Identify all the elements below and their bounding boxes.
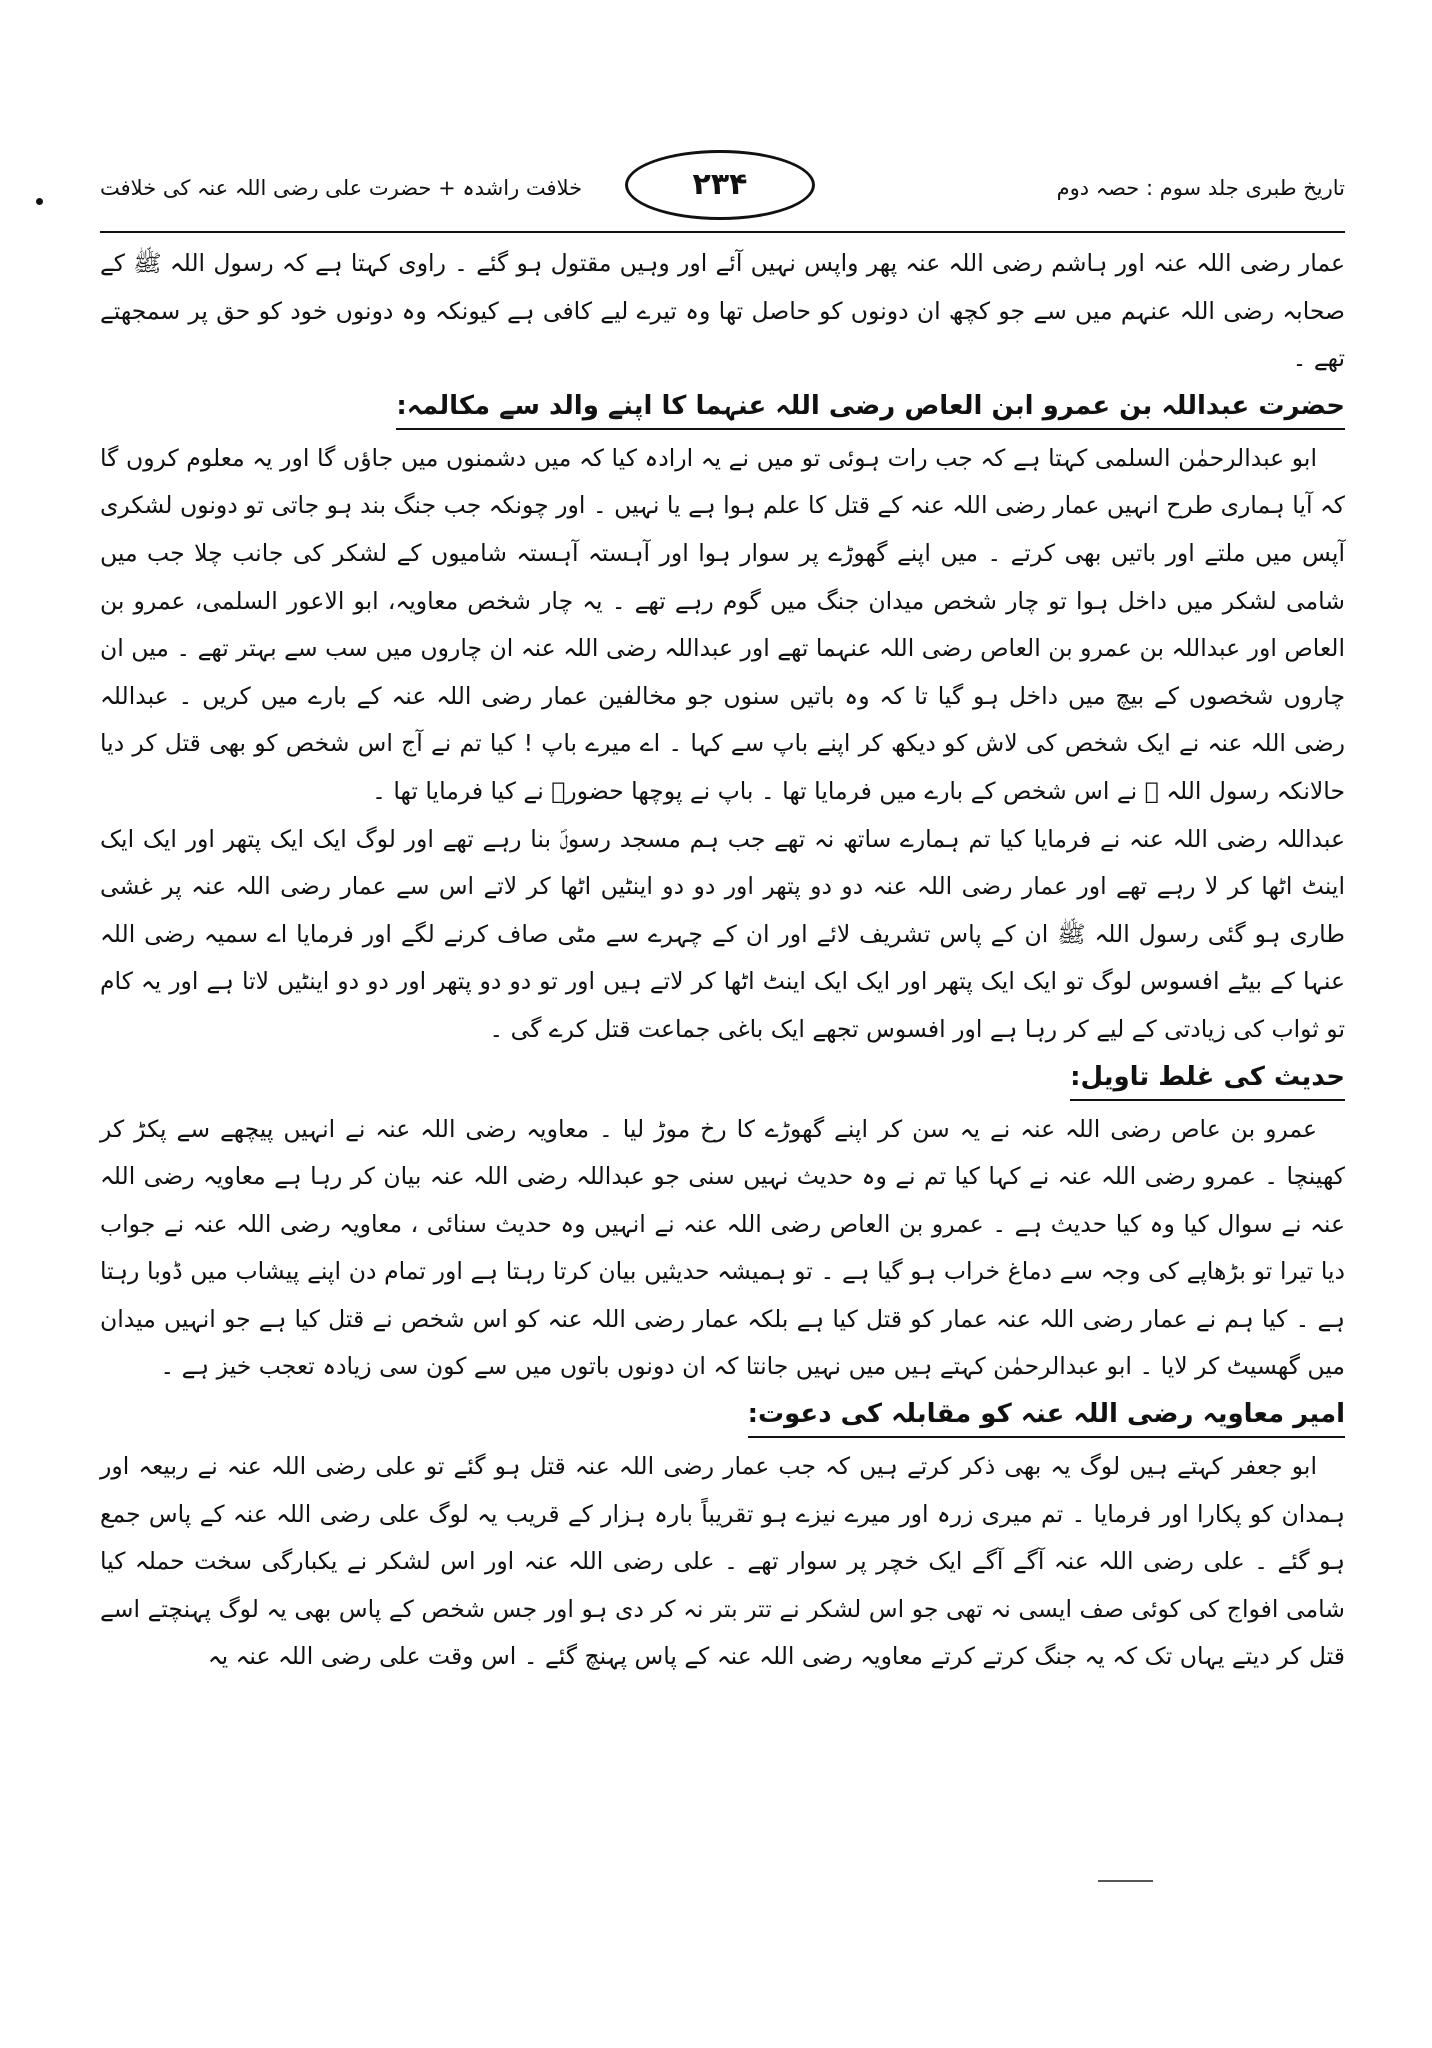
section-heading-text: امیر معاویہ رضی اللہ عنہ کو مقابلہ کی دعوت: [748, 1392, 1345, 1438]
page-number: ۲۳۴ [625, 150, 815, 220]
margin-dot [36, 198, 43, 205]
paragraph: عبداللہ رضی اللہ عنہ نے فرمایا کیا تم ہمارے ساتھ نہ تھے جب ہم مسجد رسولؐ بنا رہے تھے اور لوگ ایک ایک پتھر اور ایک ایک اینٹ اٹھا کر لا رہے تھے اور عمار رضی اللہ عنہ دو دو پتھر اور دو دو اینٹیں اٹھا کر لاتے اس سے عمار رضی اللہ عنہ پر غشی طاری ہو گئی رسول اللہ ﷺ ان کے پاس تشریف لائے اور ان کے چہرے سے مٹی صاف کرنے لگے اور فرمایا اے سمیہ رضی اللہ عنہا کے بیٹے افسوس لوگ تو ایک ایک پتھر اور ایک ایک اینٹ اٹھا کر لاتے ہیں اور تو دو دو پتھر اور دو دو اینٹیں لاتا ہے اور یہ کام تو ثواب کی زیادتی کے لیے کر رہا ہے اور افسوس تجھے ایک باغی جماعت قتل کرے گی ۔ [100, 824, 1345, 1043]
paragraph: ابو جعفر کہتے ہیں لوگ یہ بھی ذکر کرتے ہیں کہ جب عمار رضی اللہ عنہ قتل ہو گئے تو علی رضی اللہ عنہ نے ربیعہ اور ہمدان کو پکارا اور فرمایا ۔ تم میری زرہ اور میرے نیزے ہو تقریباً بارہ ہزار کے قریب یہ لوگ علی رضی اللہ عنہ کے پاس جمع ہو گئے ۔ علی رضی اللہ عنہ آگے آگے ایک خچر پر سوار تھے ۔ علی رضی اللہ عنہ اور اس لشکر نے یکبارگی سخت حملہ کیا شامی افواج کی کوئی صف ایسی نہ تھی جو اس لشکر نے تتر بتر نہ کر دی ہو اور جس شخص کے پاس بھی یہ لوگ پہنچتے اسے قتل کر دیتے یہاں تک کہ یہ جنگ کرتے کرتے معاویہ رضی اللہ عنہ کے پاس پہنچ گئے ۔ اس وقت علی رضی اللہ عنہ یہ [100, 1452, 1345, 1671]
header-chapter-title: خلافت راشدہ + حضرت علی رضی اللہ عنہ کی خلافت [100, 176, 583, 200]
footer-mark [1098, 1880, 1153, 1882]
page-body [100, 240, 1345, 1681]
section-heading-text: حضرت عبداللہ بن عمرو ابن العاص رضی اللہ عنہما کا اپنے والد سے مکالمہ: [396, 384, 1345, 430]
paragraph: ابو عبدالرحمٰن السلمی کہتا ہے کہ جب رات ہوئی تو میں نے یہ ارادہ کیا کہ میں دشمنوں میں جاؤں گا اور یہ معلوم کروں گا کہ آیا ہماری طرح انہیں عمار رضی اللہ عنہ کے قتل کا علم ہوا ہے یا نہیں ۔ اور چونکہ جب جنگ بند ہو جاتی تو دونوں لشکری آپس میں ملتے اور باتیں بھی کرتے ۔ میں اپنے گھوڑے پر سوار ہوا اور آہستہ آہستہ شامیوں کے لشکر کی جانب چلا جب میں شامی لشکر میں داخل ہوا تو چار شخص میدان جنگ میں گوم رہے تھے ۔ یہ چار شخص معاویہ، ابو الاعور السلمی، عمرو بن العاص اور عبداللہ بن عمرو بن العاص رضی اللہ عنہما تھے اور عبداللہ رضی اللہ عنہ ان چاروں میں سب سے بہتر تھے ۔ میں ان چاروں شخصوں کے بیچ میں داخل ہو گیا تا کہ وہ باتیں سنوں جو مخالفین عمار رضی اللہ عنہ کے بارے میں کریں ۔ عبداللہ رضی اللہ عنہ نے ایک شخص کی لاش کو دیکھ کر اپنے باپ سے کہا ۔ اے میرے باپ ! کیا تم نے آج اس شخص کو بھی قتل کر دیا حالانکہ رسول اللہ ﷺ نے اس شخص کے بارے میں فرمایا تھا ۔ باپ نے پوچھا حضورؐ نے کیا فرمایا تھا ۔ [100, 443, 1345, 805]
running-header [100, 150, 1345, 230]
section-heading [100, 383, 1345, 435]
paragraph: عمرو بن عاص رضی اللہ عنہ نے یہ سن کر اپنے گھوڑے کا رخ موڑ لیا ۔ معاویہ رضی اللہ عنہ نے انہیں پیچھے سے پکڑ کر کھینچا ۔ عمرو رضی اللہ عنہ نے کہا کیا تم نے وہ حدیث نہیں سنی جو عبداللہ رضی اللہ عنہ بیان کر رہا ہے معاویہ رضی اللہ عنہ نے سوال کیا وہ کیا حدیث ہے ۔ عمرو بن العاص رضی اللہ عنہ نے انہیں وہ حدیث سنائی ، معاویہ رضی اللہ عنہ نے جواب دیا تیرا تو بڑھاپے کی وجہ سے دماغ خراب ہو گیا ہے ۔ تو ہمیشہ حدیثیں بیان کرتا رہتا ہے اور تمام دن اپنے پیشاب میں ڈوبا رہتا ہے ۔ کیا ہم نے عمار رضی اللہ عنہ عمار کو قتل کیا ہے بلکہ عمار رضی اللہ عنہ کو اس شخص نے قتل کیا ہے جو انہیں میدان میں گھسیٹ کر لایا ۔ ابو عبدالرحمٰن کہتے ہیں میں نہیں جانتا کہ ان دونوں باتوں میں سے کون سی زیادہ تعجب خیز ہے ۔ [100, 1114, 1345, 1381]
paragraph: عمار رضی اللہ عنہ اور ہاشم رضی اللہ عنہ پھر واپس نہیں آئے اور وہیں مقتول ہو گئے ۔ راوی کہتا ہے کہ رسول اللہ ﷺ کے صحابہ رضی اللہ عنہم میں سے جو کچھ ان دونوں کو حاصل تھا وہ تیرے لیے کافی ہے کیونکہ وہ دونوں خود کو حق پر سمجھتے تھے ۔ [100, 249, 1345, 373]
section-heading [100, 1391, 1345, 1443]
section-heading [100, 1054, 1345, 1106]
section-heading-text: حدیث کی غلط تاویل: [1070, 1055, 1345, 1101]
header-rule [100, 231, 1345, 233]
header-book-title: تاریخ طبری جلد سوم : حصہ دوم [1056, 176, 1345, 200]
